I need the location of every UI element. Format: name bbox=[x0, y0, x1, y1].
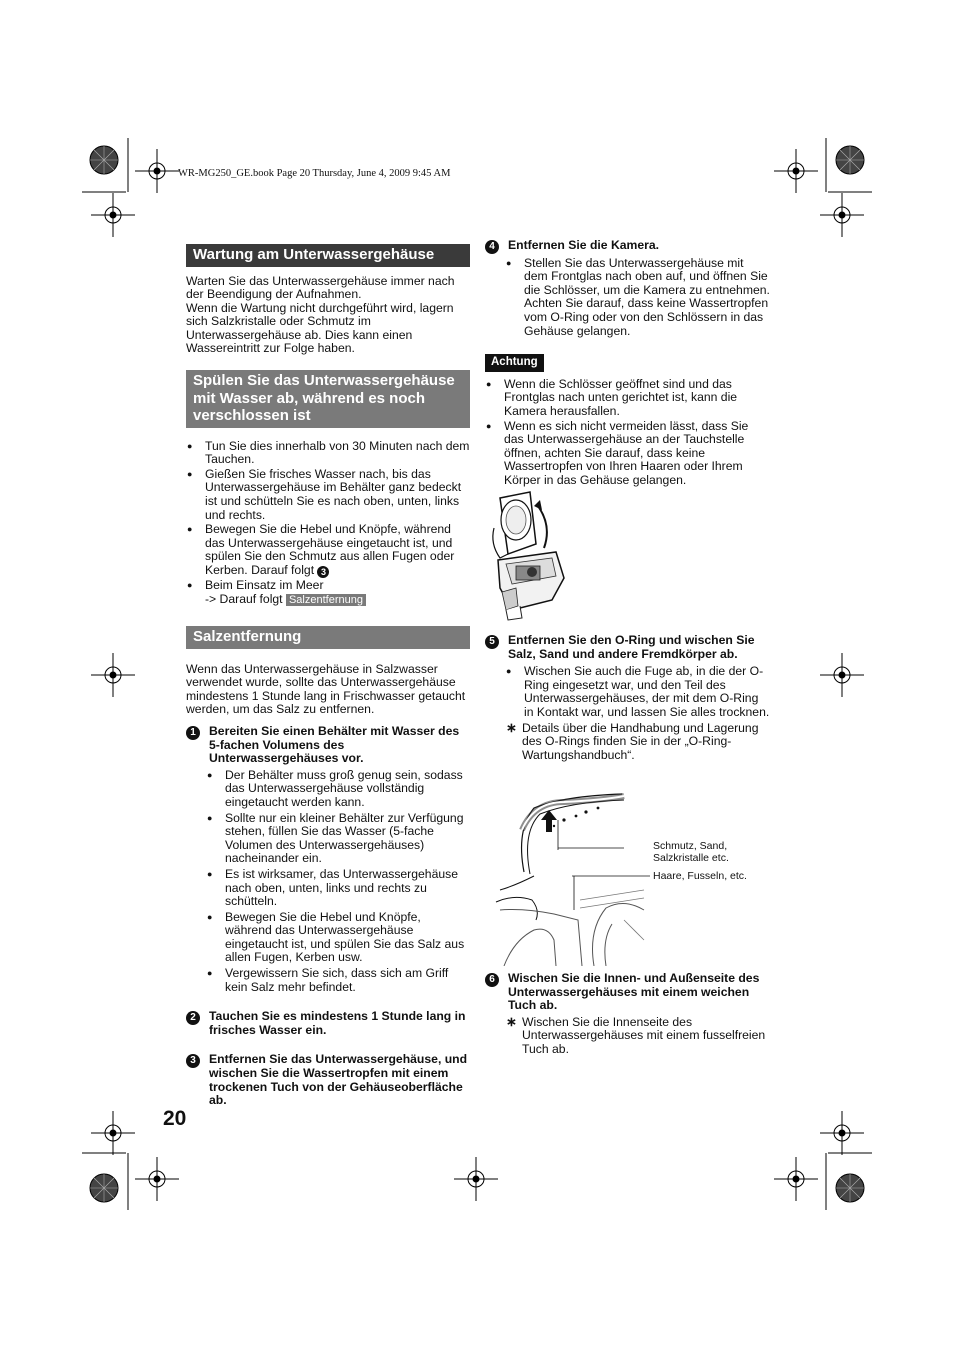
wartung-para-2: Wenn die Wartung nicht durchgeführt wird, lagern sich Salzkristalle oder Schmutz im Unterwassergehäuse ab. Dies kann einen Wassereintritt zur Folge haben. bbox=[186, 300, 454, 356]
spuelen-list bbox=[186, 440, 470, 608]
step-ref-badge: 3 bbox=[317, 566, 329, 578]
list-item: ● Wenn die Schlösser geöffnet sind und das Frontglas nach unten gerichtet ist, kann die Kamera herausfallen. bbox=[485, 378, 770, 419]
o-ring-diagram bbox=[494, 790, 654, 966]
page-number: 20 bbox=[163, 1107, 187, 1130]
list-item: ● Vergewissern Sie sich, dass sich am Griff kein Salz mehr befindet. bbox=[206, 967, 470, 994]
step-1 bbox=[186, 725, 470, 766]
list-item: ● Der Behälter muss groß genug sein, sodass das Unterwassergehäuse vollständig eingetaucht werden kann. bbox=[206, 769, 470, 810]
right-column-step6 bbox=[485, 972, 770, 1057]
left-column bbox=[186, 244, 470, 1108]
list-item: ● Stellen Sie das Unterwassergehäuse mit dem Frontglas nach oben auf, und öffnen Sie die Schlösser, um die Kamera zu entnehmen. Achten Sie darauf, dass keine Wassertropfen vom O-Ring oder von den Schlössern in das Gehäuse gelangen. bbox=[505, 257, 770, 339]
step-5-bullets bbox=[485, 665, 770, 719]
step-number-badge: 4 bbox=[485, 240, 499, 254]
right-column-bottom bbox=[485, 634, 770, 762]
step-1-bullets bbox=[186, 769, 470, 995]
salzentfernung-link[interactable]: Salzentfernung bbox=[286, 594, 366, 606]
wartung-para-1: Warten Sie das Unterwassergehäuse immer nach der Beendigung der Aufnahmen. bbox=[186, 273, 455, 302]
list-item: ● Wischen Sie auch die Fuge ab, in die der O-Ring eingesetzt war, und den Teil des Unterwassergehäuses, der mit dem O-Ring in Kontakt war, und lassen Sie alles trocknen. bbox=[505, 665, 770, 719]
step-number-badge: 5 bbox=[485, 635, 499, 649]
salz-intro: Wenn das Unterwassergehäuse in Salzwasser verwendet wurde, sollte das Unterwassergehäuse mindestens 1 Stunde lang in Frischwasser getaucht werden, um das Salz zu entfernen. bbox=[186, 661, 466, 717]
step-text: Entfernen Sie die Kamera. bbox=[508, 238, 660, 252]
list-item: ● Es ist wirksamer, das Unterwassergehäuse nach oben, unten, links und rechts zu schütteln. bbox=[206, 868, 470, 909]
section-title-spuelen: Spülen Sie das Unterwassergehäuse mit Wasser ab, während es noch verschlossen ist bbox=[186, 370, 470, 428]
step-6-notes bbox=[485, 1016, 770, 1057]
right-column-top bbox=[485, 239, 770, 489]
list-item: ● Wenn es sich nicht vermeiden lässt, dass Sie das Unterwassergehäuse an der Tauchstelle öffnen, achten Sie darauf, dass keine Wassertropfen von Ihren Haaren oder Ihrem Körper in das Gehäuse gelangen. bbox=[485, 420, 770, 488]
step-text: Tauchen Sie es mindestens 1 Stunde lang in frisches Wasser ein. bbox=[209, 1009, 466, 1037]
step-text: Wischen Sie die Innen- und Außenseite des Unterwassergehäuses mit einem weichen Tuch ab. bbox=[508, 971, 760, 1013]
callout-dirt: Schmutz, Sand, Salzkristalle etc. bbox=[653, 840, 729, 864]
print-header: WR-MG250_GE.book Page 20 Thursday, June 4, 2009 9:45 AM bbox=[178, 168, 451, 179]
housing-illustration bbox=[486, 488, 576, 624]
step-5-notes bbox=[485, 722, 770, 763]
step-4 bbox=[485, 239, 770, 253]
step-text: Bereiten Sie einen Behälter mit Wasser des 5-fachen Volumens des Unterwassergehäuses vor. bbox=[209, 723, 460, 766]
section-title-wartung: Wartung am Unterwassergehäuse bbox=[186, 244, 470, 267]
step-3 bbox=[186, 1053, 470, 1107]
callout-hair: Haare, Fusseln, etc. bbox=[653, 870, 747, 882]
section-title-salzentfernung: Salzentfernung bbox=[186, 626, 470, 649]
step-number-badge: 6 bbox=[485, 973, 499, 987]
step-number-badge: 1 bbox=[186, 726, 200, 740]
step-number-badge: 2 bbox=[186, 1011, 200, 1025]
list-item: ● Gießen Sie frisches Wasser nach, bis das Unterwassergehäuse im Behälter ganz bedeckt ist und schütteln Sie es nach oben, unten, links und rechts. bbox=[186, 468, 470, 522]
list-item: ● Tun Sie dies innerhalb von 30 Minuten nach dem Tauchen. bbox=[186, 440, 470, 467]
step-5 bbox=[485, 634, 770, 661]
step-4-bullets bbox=[485, 257, 770, 339]
note-item: ∗ Details über die Handhabung und Lagerung des O-Rings finden Sie in der „O-Ring-Wartungshandbuch“. bbox=[485, 722, 770, 763]
caution-block bbox=[485, 354, 770, 487]
list-item: ● Sollte nur ein kleiner Behälter zur Verfügung stehen, füllen Sie das Wasser (5-fache Volumen des Unterwassergehäuses) nacheinander ein. bbox=[206, 812, 470, 866]
step-6 bbox=[485, 972, 770, 1013]
step-2 bbox=[186, 1010, 470, 1037]
list-item bbox=[186, 579, 470, 607]
list-item-text: -> Darauf folgt bbox=[205, 591, 283, 606]
step-text: Entfernen Sie das Unterwassergehäuse, und wischen Sie die Wassertropfen mit einem trockenen Tuch von der Gehäuseoberfläche ab. bbox=[209, 1052, 468, 1108]
list-item-text: Bewegen Sie die Hebel und Knöpfe, während das Unterwassergehäuse eingetaucht ist, und spülen Sie den Schmutz aus allen Fugen oder Kerben. Darauf folgt bbox=[205, 522, 455, 577]
step-number-badge: 3 bbox=[186, 1054, 200, 1068]
step-text: Entfernen Sie den O-Ring und wischen Sie Salz, Sand und andere Fremdkörper ab. bbox=[508, 633, 755, 661]
note-item: ∗ Wischen Sie die Innenseite des Unterwassergehäuses mit einem fusselfreien Tuch ab. bbox=[485, 1016, 770, 1057]
list-item: ● Bewegen Sie die Hebel und Knöpfe, während das Unterwassergehäuse eingetaucht ist, und spülen Sie das Salz aus allen Fugen, Kerben usw. bbox=[206, 911, 470, 965]
caution-label: Achtung bbox=[485, 354, 544, 372]
list-item-text: Beim Einsatz im Meer bbox=[205, 577, 324, 592]
list-item bbox=[186, 523, 470, 578]
